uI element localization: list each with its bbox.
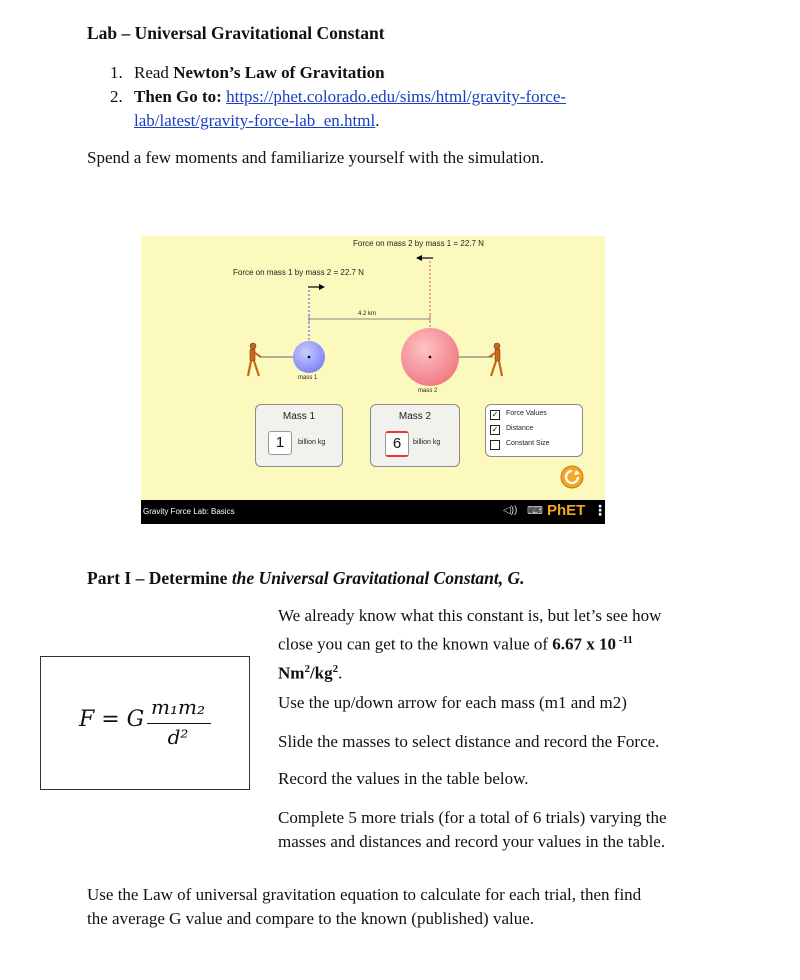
paragraph-trials [278, 806, 718, 854]
g-exponent: -11 [616, 634, 633, 646]
force-arrow-mass1 [308, 284, 325, 290]
force-1-by-2-label: Force on mass 1 by mass 2 = 22.7 N [233, 268, 364, 277]
fraction-bar [147, 723, 211, 724]
step-2-number: 2. [110, 87, 123, 106]
paragraph-record: Record the values in the table below. [278, 769, 529, 788]
p1-line-2 [278, 628, 718, 657]
unit-nm: Nm [278, 663, 305, 683]
page-title: Lab – Universal Gravitational Constant [87, 23, 385, 43]
keyboard-icon[interactable]: ⌨ [527, 505, 543, 517]
options-panel [485, 404, 583, 457]
mass-1-center [308, 356, 311, 359]
reset-all-button[interactable] [560, 465, 584, 489]
g-value: 6.67 x 10 [552, 634, 617, 654]
menu-icon[interactable]: ⋮ [593, 502, 607, 518]
p5-line-2: masses and distances and record your values in the table. [278, 832, 666, 851]
mass-1-panel [255, 404, 343, 467]
distance-label: 4.2 km [358, 311, 377, 317]
mass-1-unit: billion kg [298, 439, 326, 446]
phet-logo: PhET [547, 502, 586, 519]
mass-2-unit: billion kg [413, 439, 441, 446]
step-1 [110, 61, 566, 85]
mass-2-label: mass 2 [418, 388, 438, 394]
intro-text: Spend a few moments and familiarize yourself with the simulation. [87, 148, 544, 167]
unit-exp-1: 2 [304, 662, 310, 675]
conclusion-line-2: the average G value and compare to the known (published) value. [87, 909, 535, 928]
puller-right [489, 343, 502, 376]
paragraph-slide: Slide the masses to select distance and record the Force. [278, 732, 660, 751]
phet-link-line-2[interactable]: lab/latest/gravity-force-lab_en.html [134, 111, 376, 130]
step-2-prefix: Then Go to: [134, 87, 227, 106]
formula-lhs: F = G [79, 707, 145, 732]
paragraph-known-value [278, 604, 718, 685]
p1-line-1: We already know what this constant is, but let’s see how [278, 606, 662, 625]
part-heading [87, 568, 525, 589]
force-values-label: Force Values [506, 410, 547, 417]
distance-option-label: Distance [506, 425, 534, 432]
formula-denominator: d² [167, 725, 189, 749]
sim-title: Gravity Force Lab: Basics [143, 507, 235, 516]
p5-line-1: Complete 5 more trials (for a total of 6 trials) varying the [278, 808, 667, 827]
conclusion-line-1: Use the Law of universal gravitation equation to calculate for each trial, then find [87, 885, 642, 904]
phet-link-line-1[interactable]: https://phet.colorado.edu/sims/html/gravity-force- [226, 87, 567, 106]
simulation-screenshot [141, 236, 605, 524]
formula-box [40, 656, 250, 790]
force-arrow-mass2 [416, 255, 433, 261]
constant-size-checkbox[interactable] [490, 440, 500, 450]
distance-checkbox[interactable]: ✓ [491, 425, 499, 434]
mass-2-panel-title: Mass 2 [398, 411, 432, 422]
mass-1-label: mass 1 [298, 375, 318, 381]
mass-1-panel-title: Mass 1 [282, 411, 316, 422]
force-values-checkbox[interactable]: ✓ [491, 410, 499, 419]
steps-list [110, 61, 566, 133]
unit-kg: /kg [309, 663, 333, 683]
puller-left [248, 343, 261, 376]
mass-2-center [429, 356, 432, 359]
step-1-prefix: Read [134, 63, 174, 82]
step-2-suffix: . [375, 111, 380, 130]
step-1-bold: Newton’s Law of Gravitation [173, 63, 385, 82]
mass-2-spinner[interactable]: 6 [385, 431, 409, 457]
unit-exp-2: 2 [332, 662, 339, 675]
sim-navigation-bar [141, 500, 605, 524]
mass-2-panel [370, 404, 460, 467]
paragraph-arrows: Use the up/down arrow for each mass (m1 and m2) [278, 693, 627, 712]
sound-icon[interactable]: ◁)) [503, 505, 518, 516]
p1-line-3 [278, 657, 718, 686]
step-2 [110, 85, 566, 109]
unit-period: . [338, 663, 343, 683]
part-heading-italic: the Universal Gravitational Constant, G. [231, 568, 525, 588]
formula-numerator: m₁m₂ [151, 695, 205, 719]
part-heading-bold: Part I – Determine [87, 568, 232, 588]
mass-1-spinner[interactable]: 1 [268, 431, 292, 455]
step-1-number: 1. [110, 63, 123, 82]
p1-text: close you can get to the known value of [278, 634, 553, 654]
conclusion-text [87, 883, 727, 931]
step-2-continued [110, 109, 566, 133]
constant-size-label: Constant Size [506, 440, 550, 447]
force-2-by-1-label: Force on mass 2 by mass 1 = 22.7 N [353, 239, 484, 248]
